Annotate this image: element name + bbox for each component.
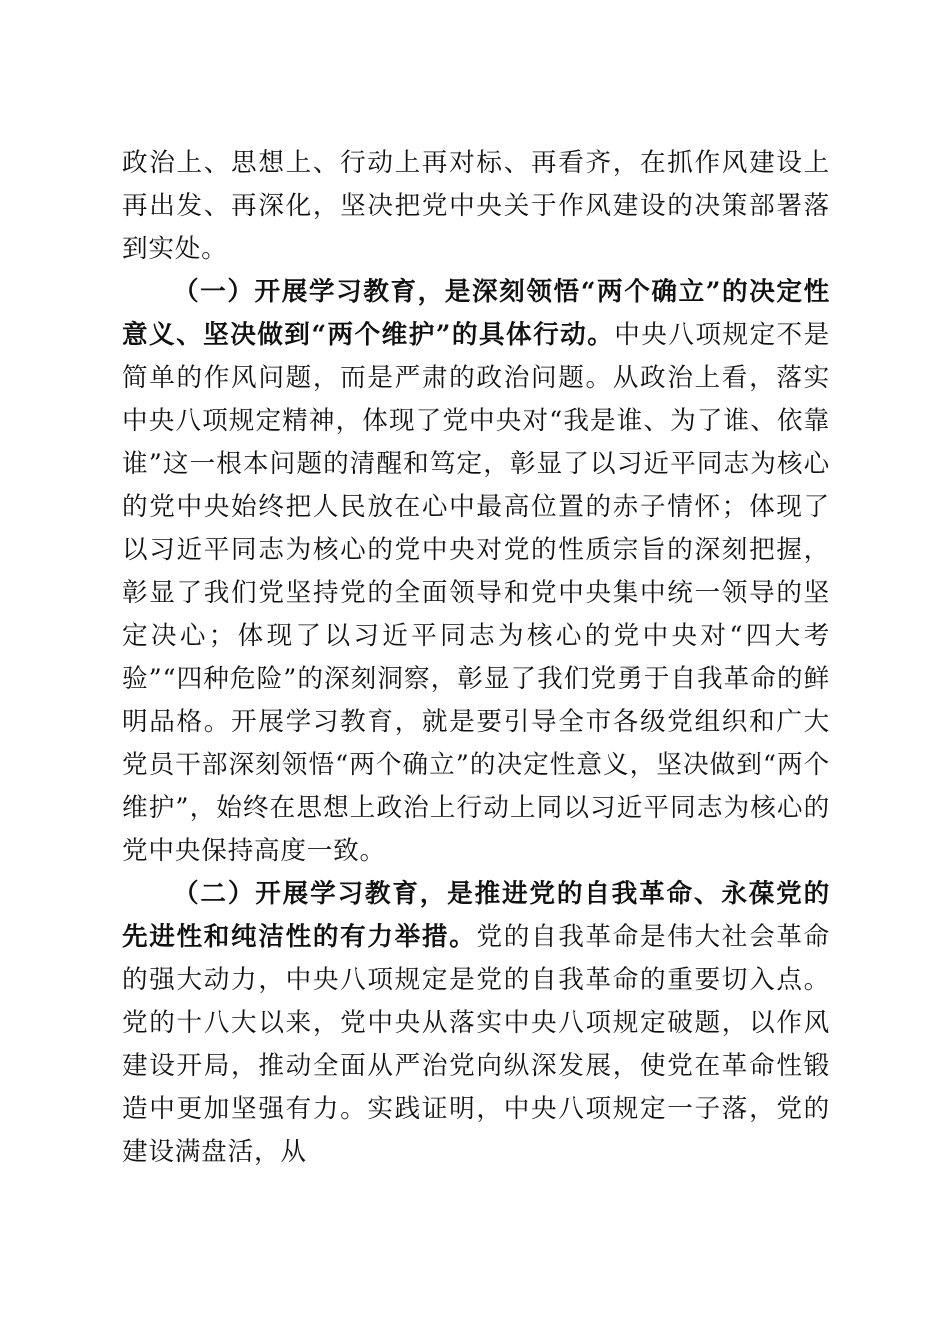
- section-heading: （二）开展学习教育，是推进党的自我革命、永葆党的先进性和纯洁性的有力举措。: [122, 879, 830, 952]
- paragraph-body: 政治上、思想上、行动上再对标、再看齐，在抓作风建设上再出发、再深化，坚决把党中央关于作风建设的决策部署落到实处。: [122, 148, 830, 264]
- paragraph-section-1: [122, 271, 830, 873]
- section-heading: （一）开展学习教育，是深刻领悟“两个确立”的决定性意义、坚决做到“两个维护”的具体行动。: [122, 277, 830, 350]
- document-page: [122, 142, 830, 1174]
- paragraph-section-2: [122, 873, 830, 1174]
- paragraph-body: 中央八项规定不是简单的作风问题，而是严肃的政治问题。从政治上看，落实中央八项规定精神，体现了党中央对“我是谁、为了谁、依靠谁”这一根本问题的清醒和笃定，彰显了以习近平同志为核心的党中央始终把人民放在心中最高位置的赤子情怀；体现了以习近平同志为核心的党中央对党的性质宗旨的深刻把握，彰显了我们党坚持党的全面领导和党中央集中统一领导的坚定决心；体现了以习近平同志为核心的党中央对“四大考验”“四种危险”的深刻洞察，彰显了我们党勇于自我革命的鲜明品格。开展学习教育，就是要引导全市各级党组织和广大党员干部深刻领悟“两个确立”的决定性意义，坚决做到“两个维护”，始终在思想上政治上行动上同以习近平同志为核心的党中央保持高度一致。: [122, 320, 830, 866]
- paragraph-body: 党的自我革命是伟大社会革命的强大动力，中央八项规定是党的自我革命的重要切入点。党的十八大以来，党中央从落实中央八项规定破题，以作风建设开局，推动全面从严治党向纵深发展，使党在革命性锻造中更加坚强有力。实践证明，中央八项规定一子落，党的建设满盘活，从: [122, 922, 830, 1167]
- paragraph-continuation: [122, 142, 830, 271]
